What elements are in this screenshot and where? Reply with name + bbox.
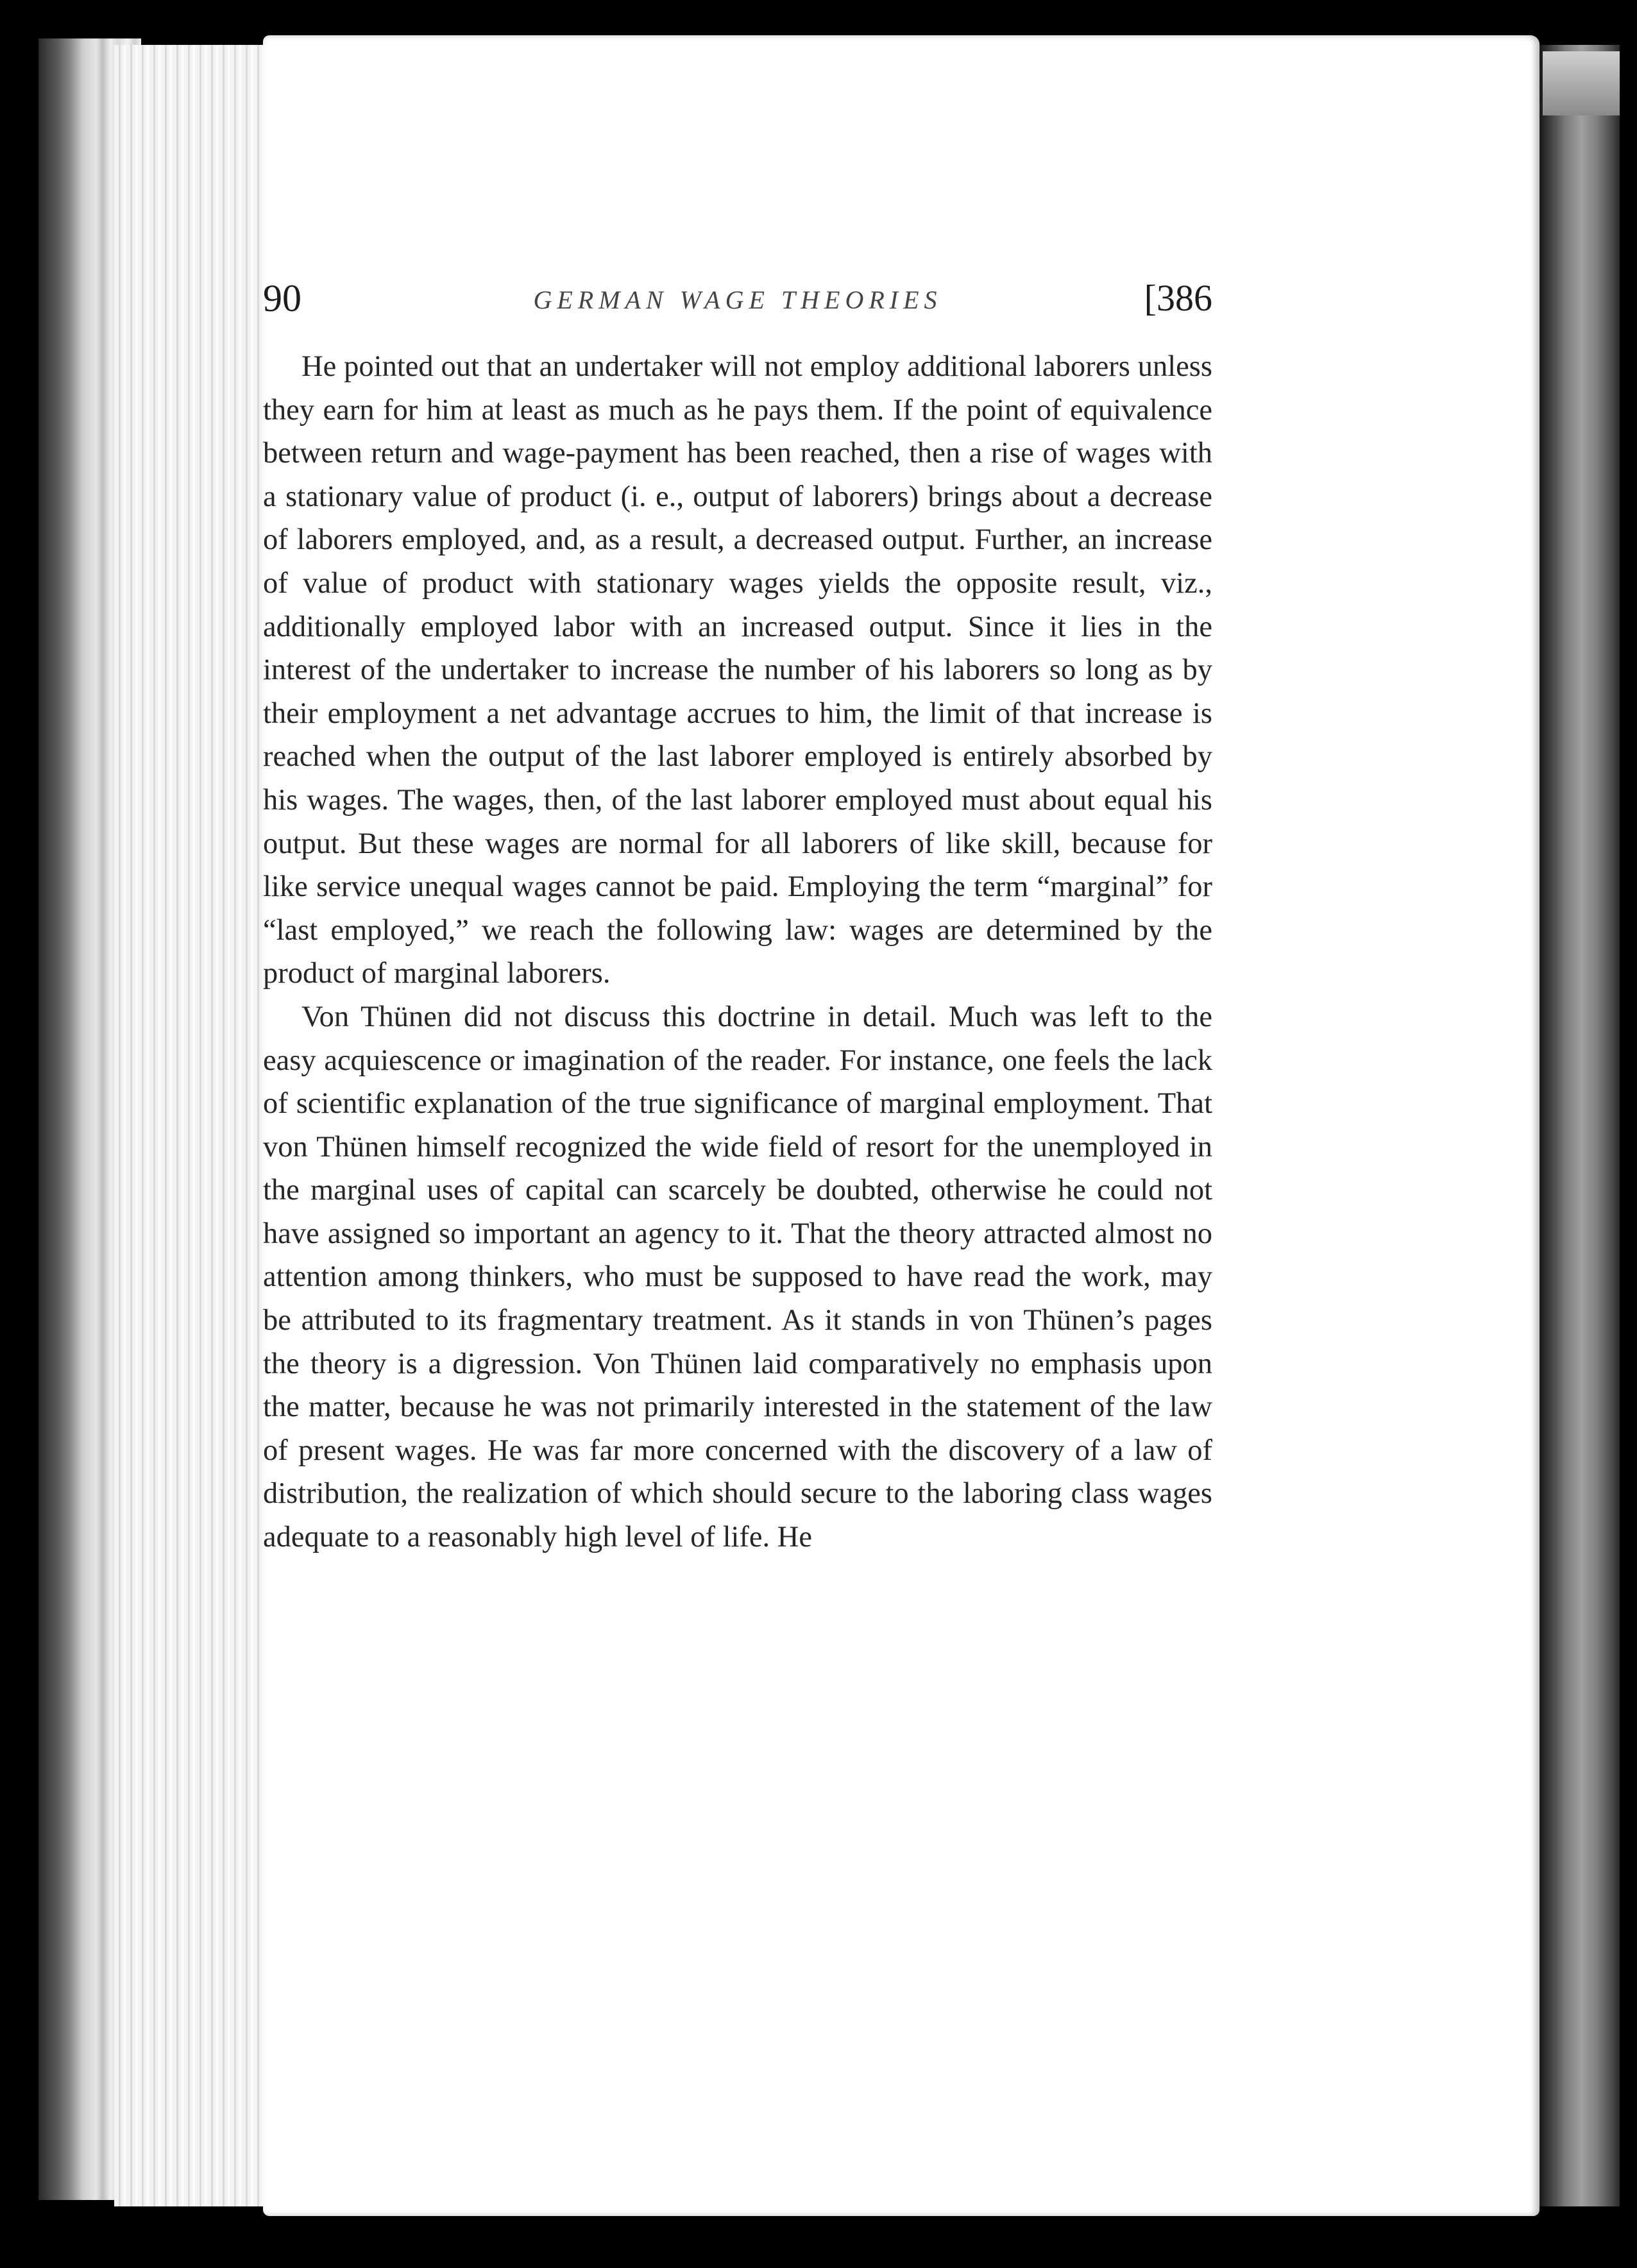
right-book-spine-shadow [1536, 45, 1620, 2206]
paragraph: He pointed out that an undertaker will not employ additional laborers unless they earn for him at least as much as he pays them. If the point of equivalence between return and wage-payment has been reached, then a rise of wages with a stationary value of product (i. e., output of laborers) brings about a decrease of laborers employed, and, as a result, a decreased output. Further, an increase of value of product with stationary wages yields the opposite result, viz., additionally employed labor with an increased output. Since it lies in the interest of the undertaker to increase the number of his laborers so long as by their employment a net advantage accrues to him, the limit of that increase is reached when the output of the last laborer employed is entirely absorbed by his wages. The wages, then, of the last laborer employed must about equal his output. But these wages are normal for all laborers of like skill, because for like service unequal wages cannot be paid. Employing the term “marginal” for “last employed,” we reach the following law: wages are determined by the product of marginal laborers. [263, 350, 1212, 990]
paragraph: Von Thünen did not discuss this doctrine in detail. Much was left to the easy acquiescence or imagination of the reader. For instance, one feels the lack of scientific explanation of the true significance of marginal employment. That von Thünen himself recognized the wide field of resort for the unemployed in the marginal uses of capital can scarcely be doubted, otherwise he could not have assigned so important an agency to it. That the theory attracted almost no attention among thinkers, who must be supposed to have read the work, may be attributed to its fragmentary treatment. As it stands in von Thünen’s pages the theory is a digression. Von Thünen laid comparatively no emphasis upon the matter, because he was not primarily interested in the statement of the law of present wages. He was far more concerned with the discovery of a law of distribution, the realization of which should secure to the laboring class wages adequate to a reasonably high level of life. He [263, 1000, 1212, 1554]
running-head [263, 276, 1212, 321]
body-text [263, 345, 1212, 1559]
original-page-number: [386 [1144, 277, 1212, 319]
stacked-page-leaves [114, 45, 275, 2206]
right-page-edge-highlight [1543, 51, 1620, 115]
page-number: 90 [263, 277, 301, 319]
running-title: GERMAN WAGE THEORIES [533, 285, 942, 314]
page-content [263, 276, 1469, 2072]
